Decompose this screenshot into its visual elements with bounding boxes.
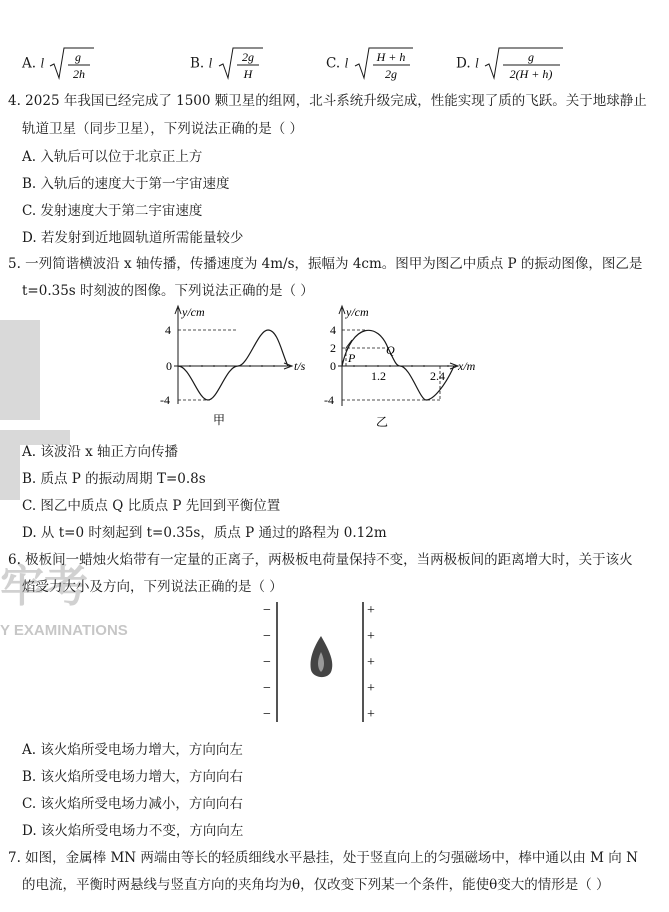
q6-option-c[interactable]: C. 该火焰所受电场力减小，方向向右 xyxy=(22,796,243,812)
q6-option-a[interactable]: A. 该火焰所受电场力增大，方向向左 xyxy=(22,742,243,758)
q6-stem-line2: 焰受力大小及方向，下列说法正确的是（ ） xyxy=(22,579,283,595)
q4-option-d[interactable]: D. 若发射到近地圆轨道所需能量较少 xyxy=(22,230,244,246)
svg-text:g: g xyxy=(75,50,82,64)
q6-option-d[interactable]: D. 该火焰所受电场力不变，方向向左 xyxy=(22,823,244,839)
minus-sign: − xyxy=(263,707,271,722)
svg-text:H + h: H + h xyxy=(376,50,405,64)
graph-yi-ytick: 2 xyxy=(330,341,336,355)
q3-option-a[interactable]: A. l g 2h xyxy=(22,44,96,84)
graph-jia-xlabel: t/s xyxy=(294,359,306,373)
capacitor-diagram xyxy=(255,598,395,728)
plus-sign: + xyxy=(367,603,375,618)
plus-sign: + xyxy=(367,681,375,696)
watermark-en: Y EXAMINATIONS xyxy=(0,622,128,639)
flame-icon xyxy=(310,636,332,677)
graph-yi-caption: 乙 xyxy=(376,415,389,429)
graph-yi-point-q: Q xyxy=(386,343,395,357)
graph-jia xyxy=(160,302,320,430)
q7-stem-line1: 7. 如图，金属棒 MN 两端由等长的轻质细线水平悬挂，处于竖直向上的匀强磁场中，棒中通以由 M 向 N xyxy=(8,850,638,866)
graph-yi-ytick: 0 xyxy=(330,359,336,373)
plus-sign: + xyxy=(367,655,375,670)
plus-sign: + xyxy=(367,707,375,722)
q6-stem-line1: 6. 极板间一蜡烛火焰带有一定量的正离子，两极板电荷量保持不变，当两极板间的距离增大时，关于该火 xyxy=(8,552,633,568)
q4-option-c[interactable]: C. 发射速度大于第二宇宙速度 xyxy=(22,203,203,219)
graph-yi-xlabel: x/m xyxy=(458,359,476,373)
q3-option-d[interactable]: D. l g 2(H + h) xyxy=(456,44,565,84)
graph-yi-point-p: P xyxy=(348,351,356,365)
minus-sign: − xyxy=(263,603,271,618)
sqrt-expression xyxy=(217,44,265,84)
sqrt-expression xyxy=(48,44,96,84)
graph-yi xyxy=(322,302,482,432)
svg-text:2h: 2h xyxy=(73,67,86,81)
graph-yi-xtick: 1.2 xyxy=(371,369,386,383)
graph-yi-ylabel: y/cm xyxy=(346,305,369,319)
watermark-cn: 牢考 xyxy=(0,562,88,611)
q6-option-b[interactable]: B. 该火焰所受电场力增大，方向向右 xyxy=(22,769,244,785)
q5-option-c[interactable]: C. 图乙中质点 Q 比质点 P 先回到平衡位置 xyxy=(22,498,281,514)
q3-option-b[interactable]: B. l 2g H xyxy=(190,44,265,84)
graph-jia-caption: 甲 xyxy=(213,413,226,427)
q5-option-d[interactable]: D. 从 t=0 时刻起到 t=0.35s，质点 P 通过的路程为 0.12m xyxy=(22,525,387,541)
svg-text:2g: 2g xyxy=(384,67,397,81)
q5-stem-line1: 5. 一列简谐横波沿 x 轴传播，传播速度为 4m/s，振幅为 4cm。图甲为图乙中质点 P 的振动图像，图乙是 xyxy=(8,256,643,272)
q4-option-b[interactable]: B. 入轨后的速度大于第一宇宙速度 xyxy=(22,176,230,192)
sqrt-expression xyxy=(353,44,415,84)
minus-sign: − xyxy=(263,681,271,696)
q3-option-c[interactable]: C. l H + h 2g xyxy=(326,44,415,84)
q4-option-a[interactable]: A. 入轨后可以位于北京正上方 xyxy=(22,149,203,165)
plus-sign: + xyxy=(367,629,375,644)
graph-jia-tick: 0 xyxy=(166,359,172,373)
q5-stem-line2: t=0.35s 时刻波的图像。下列说法正确的是（ ） xyxy=(22,283,314,299)
graph-yi-ytick: -4 xyxy=(324,393,334,407)
minus-sign: − xyxy=(263,655,271,670)
svg-text:2(H + h): 2(H + h) xyxy=(509,67,553,81)
graph-jia-tick: -4 xyxy=(160,393,170,407)
q4-stem-line2: 轨道卫星（同步卫星），下列说法正确的是（ ） xyxy=(22,121,304,137)
svg-text:g: g xyxy=(528,50,534,64)
q4-stem-line1: 4. 2025 年我国已经完成了 1500 颗卫星的组网，北斗系统升级完成，性能实现了质的飞跃。关于地球静止 xyxy=(8,93,647,109)
graph-jia-tick: 4 xyxy=(165,323,171,337)
minus-sign: − xyxy=(263,629,271,644)
q5-option-a[interactable]: A. 该波沿 x 轴正方向传播 xyxy=(22,444,179,460)
sqrt-expression xyxy=(483,44,565,84)
q5-option-b[interactable]: B. 质点 P 的振动周期 T=0.8s xyxy=(22,471,206,487)
graph-jia-ylabel: y/cm xyxy=(182,305,205,319)
graph-yi-ytick: 4 xyxy=(330,323,336,337)
graph-yi-xtick: 2.4 xyxy=(430,369,445,383)
svg-text:H: H xyxy=(243,67,252,81)
svg-text:2g: 2g xyxy=(241,50,254,64)
q7-stem-line2: 的电流，平衡时两悬线与竖直方向的夹角均为θ，仅改变下列某一个条件，能使θ变大的情形是（ ） xyxy=(22,877,610,893)
